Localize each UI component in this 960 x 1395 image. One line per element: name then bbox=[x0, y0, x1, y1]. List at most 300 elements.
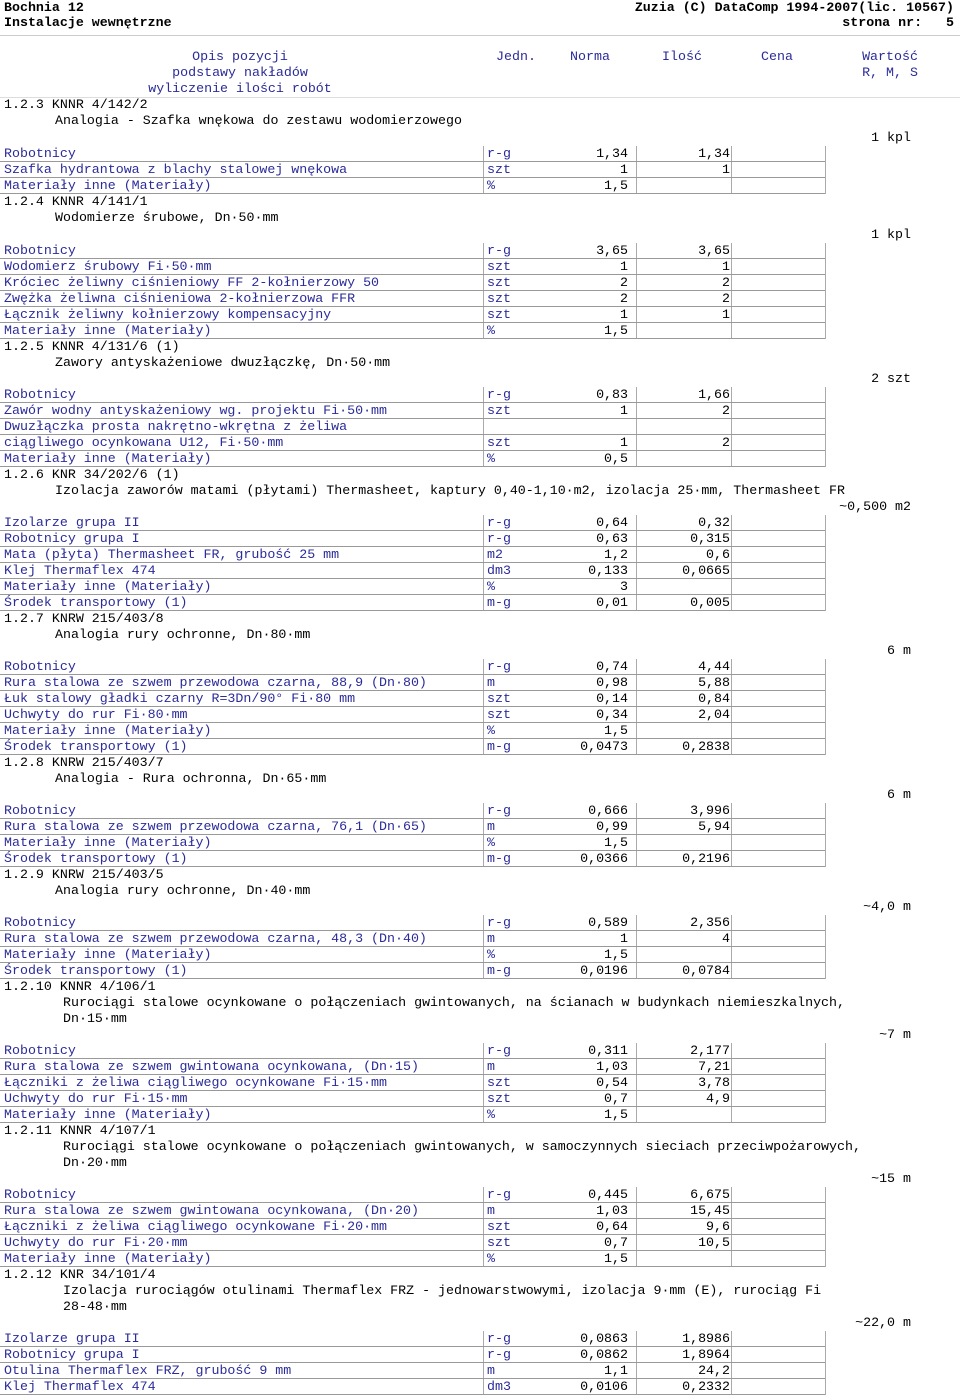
resource-row bbox=[0, 1331, 960, 1347]
resource-row bbox=[0, 178, 960, 194]
resource-norm: 1 bbox=[620, 435, 628, 450]
column-separator bbox=[825, 1043, 826, 1059]
position-code: 1.2.6 KNR 34/202/6 (1) bbox=[4, 467, 180, 482]
measurement-line bbox=[0, 899, 960, 915]
resource-unit: % bbox=[487, 579, 495, 594]
position-title: 28-48·mm bbox=[63, 1299, 127, 1314]
column-separator bbox=[483, 403, 484, 419]
measurement-value: ~0,500 m2 bbox=[839, 499, 911, 514]
resource-row bbox=[0, 1219, 960, 1235]
resource-description: Robotnicy grupa I bbox=[4, 531, 140, 546]
resource-unit: r-g bbox=[487, 243, 511, 258]
column-separator bbox=[636, 963, 637, 979]
resource-unit: szt bbox=[487, 291, 511, 306]
column-separator bbox=[731, 403, 732, 419]
resource-row bbox=[0, 691, 960, 707]
column-separator bbox=[731, 1043, 732, 1059]
resource-norm: 0,0106 bbox=[580, 1379, 628, 1394]
resource-quantity: 0,32 bbox=[698, 515, 730, 530]
column-separator bbox=[483, 291, 484, 307]
resource-norm: 0,98 bbox=[596, 675, 628, 690]
resource-description: Izolarze grupa II bbox=[4, 515, 140, 530]
resource-row bbox=[0, 675, 960, 691]
column-separator bbox=[731, 1187, 732, 1203]
resource-row bbox=[0, 1043, 960, 1059]
resource-norm: 0,64 bbox=[596, 515, 628, 530]
resource-row bbox=[0, 307, 960, 323]
resource-quantity: 1 bbox=[722, 162, 730, 177]
resource-row bbox=[0, 739, 960, 755]
column-separator bbox=[731, 162, 732, 178]
column-separator bbox=[636, 1203, 637, 1219]
resource-row bbox=[0, 1075, 960, 1091]
resource-unit: r-g bbox=[487, 915, 511, 930]
resource-quantity: 1 bbox=[722, 307, 730, 322]
measurement-line bbox=[0, 787, 960, 803]
resource-norm: 1 bbox=[620, 162, 628, 177]
measurement-value: ~15 m bbox=[871, 1171, 911, 1186]
resource-norm: 0,311 bbox=[588, 1043, 628, 1058]
resource-unit: r-g bbox=[487, 1331, 511, 1346]
resource-row bbox=[0, 387, 960, 403]
column-separator bbox=[731, 1091, 732, 1107]
resource-description: Materiały inne (Materiały) bbox=[4, 178, 212, 193]
resource-row bbox=[0, 1107, 960, 1123]
resource-norm: 2 bbox=[620, 275, 628, 290]
measurement-line bbox=[0, 130, 960, 146]
column-separator bbox=[825, 723, 826, 739]
column-separator bbox=[483, 307, 484, 323]
column-separator bbox=[731, 307, 732, 323]
column-separator bbox=[825, 307, 826, 323]
resource-unit: r-g bbox=[487, 515, 511, 530]
resource-description: Łączniki z żeliwa ciągliwego ocynkowane Fi·20·mm bbox=[4, 1219, 388, 1234]
column-separator bbox=[636, 835, 637, 851]
col-header-norm: Norma bbox=[570, 49, 610, 64]
resource-description: Rura stalowa ze szwem przewodowa czarna, 88,9 (Dn·80) bbox=[4, 675, 427, 690]
position-title-line bbox=[0, 1011, 960, 1027]
column-separator bbox=[636, 675, 637, 691]
resource-unit: m-g bbox=[487, 963, 511, 978]
column-separator bbox=[825, 803, 826, 819]
position-title-line bbox=[0, 113, 960, 129]
column-separator bbox=[825, 162, 826, 178]
column-separator bbox=[825, 819, 826, 835]
column-separator bbox=[636, 275, 637, 291]
resource-row bbox=[0, 162, 960, 178]
resource-row bbox=[0, 547, 960, 563]
measurement-value: 6 m bbox=[887, 643, 911, 658]
column-separator bbox=[825, 1203, 826, 1219]
column-separator bbox=[483, 915, 484, 931]
resource-unit: % bbox=[487, 1107, 495, 1122]
column-separator bbox=[731, 803, 732, 819]
resource-description: Wodomierz śrubowy Fi·50·mm bbox=[4, 259, 212, 274]
resource-row bbox=[0, 723, 960, 739]
resource-norm: 1,5 bbox=[604, 178, 628, 193]
column-separator bbox=[636, 387, 637, 403]
column-separator bbox=[825, 675, 826, 691]
column-separator bbox=[483, 1059, 484, 1075]
resource-description: Otulina Thermaflex FRZ, grubość 9 mm bbox=[4, 1363, 292, 1378]
column-separator bbox=[731, 739, 732, 755]
column-separator bbox=[483, 851, 484, 867]
resource-quantity: 0,2332 bbox=[682, 1379, 730, 1394]
resource-norm: 1,34 bbox=[596, 146, 628, 161]
resource-description: Rura stalowa ze szwem przewodowa czarna, 48,3 (Dn·40) bbox=[4, 931, 427, 946]
resource-norm: 0,99 bbox=[596, 819, 628, 834]
column-separator bbox=[731, 323, 732, 339]
resource-norm: 3 bbox=[620, 579, 628, 594]
resource-description: Środek transportowy (1) bbox=[4, 595, 188, 610]
resource-description: Uchwyty do rur Fi·15·mm bbox=[4, 1091, 188, 1106]
resource-description: Materiały inne (Materiały) bbox=[4, 1251, 212, 1266]
column-separator bbox=[731, 435, 732, 451]
column-separator bbox=[483, 1347, 484, 1363]
measurement-line bbox=[0, 1171, 960, 1187]
resource-norm: 0,133 bbox=[588, 563, 628, 578]
resource-unit: r-g bbox=[487, 387, 511, 402]
resource-quantity: 2 bbox=[722, 435, 730, 450]
column-separator bbox=[731, 1075, 732, 1091]
resource-quantity: 1,66 bbox=[698, 387, 730, 402]
measurement-value: 1 kpl bbox=[871, 227, 911, 242]
resource-description: Mata (płyta) Thermasheet FR, grubość 25 mm bbox=[4, 547, 340, 562]
resource-norm: 1,5 bbox=[604, 947, 628, 962]
resource-description: Robotnicy bbox=[4, 243, 76, 258]
position-title: Rurociągi stalowe ocynkowane o połączeniach gwintowanych, w samoczynnych sieciach przeciwpożarowych, bbox=[63, 1139, 861, 1154]
position-code: 1.2.10 KNNR 4/106/1 bbox=[4, 979, 156, 994]
position-title-line bbox=[0, 995, 960, 1011]
position-code-line bbox=[0, 467, 960, 483]
resource-description: Robotnicy bbox=[4, 1187, 76, 1202]
resource-norm: 0,5 bbox=[604, 451, 628, 466]
column-separator bbox=[825, 1363, 826, 1379]
resource-row bbox=[0, 1059, 960, 1075]
col-header-price: Cena bbox=[761, 49, 793, 64]
column-separator bbox=[636, 947, 637, 963]
column-separator bbox=[825, 579, 826, 595]
resource-unit: m bbox=[487, 819, 495, 834]
position-title-line bbox=[0, 771, 960, 787]
column-separator bbox=[483, 275, 484, 291]
column-separator bbox=[825, 387, 826, 403]
column-separator bbox=[636, 803, 637, 819]
position-title-line bbox=[0, 1155, 960, 1171]
column-separator bbox=[636, 1075, 637, 1091]
column-separator bbox=[731, 595, 732, 611]
resource-description: Robotnicy bbox=[4, 803, 76, 818]
column-separator bbox=[825, 1075, 826, 1091]
column-separator bbox=[636, 1379, 637, 1395]
column-separator bbox=[731, 1203, 732, 1219]
position-title-line bbox=[0, 483, 960, 499]
column-separator bbox=[483, 387, 484, 403]
column-separator bbox=[825, 1251, 826, 1267]
resource-description: Materiały inne (Materiały) bbox=[4, 1107, 212, 1122]
position-code-line bbox=[0, 1123, 960, 1139]
resource-row bbox=[0, 1363, 960, 1379]
resource-row bbox=[0, 851, 960, 867]
resource-row bbox=[0, 435, 960, 451]
column-separator bbox=[731, 691, 732, 707]
column-separator bbox=[825, 515, 826, 531]
column-separator bbox=[636, 1331, 637, 1347]
resource-row bbox=[0, 291, 960, 307]
header-section: Instalacje wewnętrzne bbox=[4, 15, 172, 30]
resource-unit: szt bbox=[487, 707, 511, 722]
resource-norm: 0,34 bbox=[596, 707, 628, 722]
column-separator bbox=[825, 691, 826, 707]
column-separator bbox=[483, 819, 484, 835]
column-separator bbox=[636, 819, 637, 835]
resource-row bbox=[0, 419, 960, 435]
resource-description: Materiały inne (Materiały) bbox=[4, 579, 212, 594]
column-separator bbox=[636, 291, 637, 307]
resource-norm: 0,0862 bbox=[580, 1347, 628, 1362]
column-separator bbox=[731, 659, 732, 675]
header-location: Bochnia 12 bbox=[4, 0, 84, 15]
column-separator bbox=[731, 275, 732, 291]
column-separator bbox=[731, 259, 732, 275]
column-separator bbox=[483, 691, 484, 707]
resource-norm: 1,5 bbox=[604, 835, 628, 850]
column-separator bbox=[825, 963, 826, 979]
column-separator bbox=[483, 675, 484, 691]
position-code-line bbox=[0, 979, 960, 995]
resource-description: Materiały inne (Materiały) bbox=[4, 451, 212, 466]
position-code: 1.2.7 KNRW 215/403/8 bbox=[4, 611, 164, 626]
position-title: Zawory antyskażeniowe dwuzłączkę, Dn·50·mm bbox=[55, 355, 391, 370]
resource-unit: % bbox=[487, 451, 495, 466]
resource-norm: 1,5 bbox=[604, 1107, 628, 1122]
resource-description: Króciec żeliwny ciśnieniowy FF 2-kołnierzowy 50 bbox=[4, 275, 380, 290]
column-separator bbox=[825, 531, 826, 547]
resource-unit: % bbox=[487, 323, 495, 338]
resource-row bbox=[0, 1379, 960, 1395]
column-separator bbox=[636, 259, 637, 275]
column-separator bbox=[636, 1219, 637, 1235]
col-header-desc-3: wyliczenie ilości robót bbox=[148, 81, 332, 96]
position-title: Analogia rury ochronne, Dn·80·mm bbox=[55, 627, 311, 642]
col-header-desc-2: podstawy nakładów bbox=[172, 65, 308, 80]
column-separator bbox=[825, 1219, 826, 1235]
column-separator bbox=[731, 547, 732, 563]
resource-norm: 3,65 bbox=[596, 243, 628, 258]
column-separator bbox=[731, 1331, 732, 1347]
col-header-desc-1: Opis pozycji bbox=[192, 49, 288, 64]
position-title-line bbox=[0, 627, 960, 643]
resource-row bbox=[0, 1091, 960, 1107]
resource-quantity: 10,5 bbox=[698, 1235, 730, 1250]
position-title: Wodomierze śrubowe, Dn·50·mm bbox=[55, 210, 279, 225]
resource-norm: 1,5 bbox=[604, 723, 628, 738]
resource-description: Środek transportowy (1) bbox=[4, 739, 188, 754]
resource-quantity: 0,005 bbox=[690, 595, 730, 610]
resource-description: Zawór wodny antyskażeniowy wg. projektu Fi·50·mm bbox=[4, 403, 388, 418]
column-separator bbox=[483, 1043, 484, 1059]
resource-description: Łącznik żeliwny kołnierzowy kompensacyjny bbox=[4, 307, 332, 322]
column-separator bbox=[731, 1251, 732, 1267]
column-separator bbox=[483, 723, 484, 739]
column-separator bbox=[731, 515, 732, 531]
column-separator bbox=[731, 1379, 732, 1395]
column-separator bbox=[483, 1363, 484, 1379]
column-separator bbox=[731, 835, 732, 851]
column-separator bbox=[483, 146, 484, 162]
resource-norm: 0,666 bbox=[588, 803, 628, 818]
resource-quantity: 3,65 bbox=[698, 243, 730, 258]
col-header-value-2: R, M, S bbox=[862, 65, 918, 80]
resource-unit: m bbox=[487, 675, 495, 690]
resource-unit: r-g bbox=[487, 1187, 511, 1202]
col-header-qty: Ilość bbox=[662, 49, 702, 64]
resource-row bbox=[0, 579, 960, 595]
column-separator bbox=[825, 243, 826, 259]
column-separator bbox=[483, 178, 484, 194]
position-title: Izolacja rurociągów otulinami Thermaflex FRZ - jednowarstwowymi, izolacja 9·mm (E), rurociąg Fi bbox=[63, 1283, 822, 1298]
resource-description: Materiały inne (Materiały) bbox=[4, 723, 212, 738]
resource-row bbox=[0, 515, 960, 531]
column-separator bbox=[731, 451, 732, 467]
resource-row bbox=[0, 146, 960, 162]
measurement-line bbox=[0, 371, 960, 387]
column-separator bbox=[636, 563, 637, 579]
column-separator bbox=[825, 1187, 826, 1203]
column-separator bbox=[636, 1251, 637, 1267]
resource-description: Klej Thermaflex 474 bbox=[4, 563, 156, 578]
resource-description: Zwężka żeliwna ciśnieniowa 2-kołnierzowa FFR bbox=[4, 291, 356, 306]
column-separator bbox=[636, 307, 637, 323]
column-separator bbox=[636, 451, 637, 467]
resource-norm: 2 bbox=[620, 291, 628, 306]
column-separator bbox=[825, 259, 826, 275]
resource-row bbox=[0, 707, 960, 723]
column-separator bbox=[825, 563, 826, 579]
resource-unit: m bbox=[487, 931, 495, 946]
column-separator bbox=[636, 931, 637, 947]
column-separator bbox=[483, 659, 484, 675]
column-separator bbox=[636, 1347, 637, 1363]
resource-unit: r-g bbox=[487, 146, 511, 161]
column-separator bbox=[483, 1251, 484, 1267]
column-separator bbox=[825, 739, 826, 755]
column-separator bbox=[825, 595, 826, 611]
resource-row bbox=[0, 243, 960, 259]
column-separator bbox=[825, 915, 826, 931]
column-separator bbox=[483, 419, 484, 435]
column-separator bbox=[731, 419, 732, 435]
resource-description: ciągliwego ocynkowana U12, Fi·50·mm bbox=[4, 435, 284, 450]
resource-quantity: 2,177 bbox=[690, 1043, 730, 1058]
position-code-line bbox=[0, 97, 960, 113]
resource-row bbox=[0, 931, 960, 947]
resource-quantity: 4,44 bbox=[698, 659, 730, 674]
resource-quantity: 6,675 bbox=[690, 1187, 730, 1202]
resource-unit: % bbox=[487, 723, 495, 738]
resource-row bbox=[0, 451, 960, 467]
column-separator bbox=[636, 1059, 637, 1075]
resource-quantity: 2 bbox=[722, 275, 730, 290]
column-separator bbox=[483, 1331, 484, 1347]
column-separator bbox=[636, 723, 637, 739]
column-separator bbox=[636, 691, 637, 707]
column-separator bbox=[731, 146, 732, 162]
column-separator bbox=[731, 387, 732, 403]
resource-unit: m bbox=[487, 1203, 495, 1218]
position-title: Izolacja zaworów matami (płytami) Thermasheet, kaptury 0,40-1,10·m2, izolacja 25·mm, Thermasheet FR bbox=[55, 483, 845, 498]
column-separator bbox=[825, 419, 826, 435]
resource-unit: szt bbox=[487, 1075, 511, 1090]
column-separator bbox=[483, 451, 484, 467]
column-separator bbox=[483, 435, 484, 451]
resource-norm: 0,7 bbox=[604, 1091, 628, 1106]
column-separator bbox=[483, 243, 484, 259]
position-title: Analogia - Rura ochronna, Dn·65·mm bbox=[55, 771, 327, 786]
column-separator bbox=[483, 931, 484, 947]
column-separator bbox=[636, 1363, 637, 1379]
resource-quantity: 0,0784 bbox=[682, 963, 730, 978]
column-separator bbox=[636, 531, 637, 547]
resource-row bbox=[0, 1203, 960, 1219]
column-separator bbox=[483, 739, 484, 755]
resource-norm: 0,0863 bbox=[580, 1331, 628, 1346]
resource-row bbox=[0, 963, 960, 979]
column-separator bbox=[483, 1219, 484, 1235]
resource-norm: 0,74 bbox=[596, 659, 628, 674]
resource-description: Uchwyty do rur Fi·80·mm bbox=[4, 707, 188, 722]
resource-description: Klej Thermaflex 474 bbox=[4, 1379, 156, 1394]
position-code: 1.2.11 KNNR 4/107/1 bbox=[4, 1123, 156, 1138]
column-separator bbox=[731, 531, 732, 547]
column-separator bbox=[636, 419, 637, 435]
resource-quantity: 1,8964 bbox=[682, 1347, 730, 1362]
resource-unit: r-g bbox=[487, 659, 511, 674]
column-separator bbox=[483, 579, 484, 595]
column-separator bbox=[731, 291, 732, 307]
column-separator bbox=[483, 1187, 484, 1203]
resource-quantity: 0,6 bbox=[706, 547, 730, 562]
resource-unit: % bbox=[487, 1251, 495, 1266]
measurement-value: 6 m bbox=[887, 787, 911, 802]
resource-norm: 1 bbox=[620, 259, 628, 274]
column-separator bbox=[483, 1107, 484, 1123]
resource-quantity: 1 bbox=[722, 259, 730, 274]
column-separator bbox=[825, 178, 826, 194]
resource-row bbox=[0, 819, 960, 835]
resource-quantity: 7,21 bbox=[698, 1059, 730, 1074]
column-separator bbox=[636, 515, 637, 531]
column-separator bbox=[731, 819, 732, 835]
column-separator bbox=[483, 947, 484, 963]
column-separator bbox=[731, 1235, 732, 1251]
column-separator bbox=[731, 723, 732, 739]
resource-quantity: 2,356 bbox=[690, 915, 730, 930]
column-separator bbox=[636, 707, 637, 723]
column-separator bbox=[825, 146, 826, 162]
resource-quantity: 24,2 bbox=[698, 1363, 730, 1378]
column-separator bbox=[483, 963, 484, 979]
resource-description: Robotnicy bbox=[4, 1043, 76, 1058]
resource-norm: 0,64 bbox=[596, 1219, 628, 1234]
resource-row bbox=[0, 915, 960, 931]
position-title-line bbox=[0, 355, 960, 371]
resource-unit: szt bbox=[487, 1219, 511, 1234]
resource-quantity: 2 bbox=[722, 291, 730, 306]
column-separator bbox=[731, 1363, 732, 1379]
measurement-value: ~22,0 m bbox=[855, 1315, 911, 1330]
resource-norm: 0,0196 bbox=[580, 963, 628, 978]
